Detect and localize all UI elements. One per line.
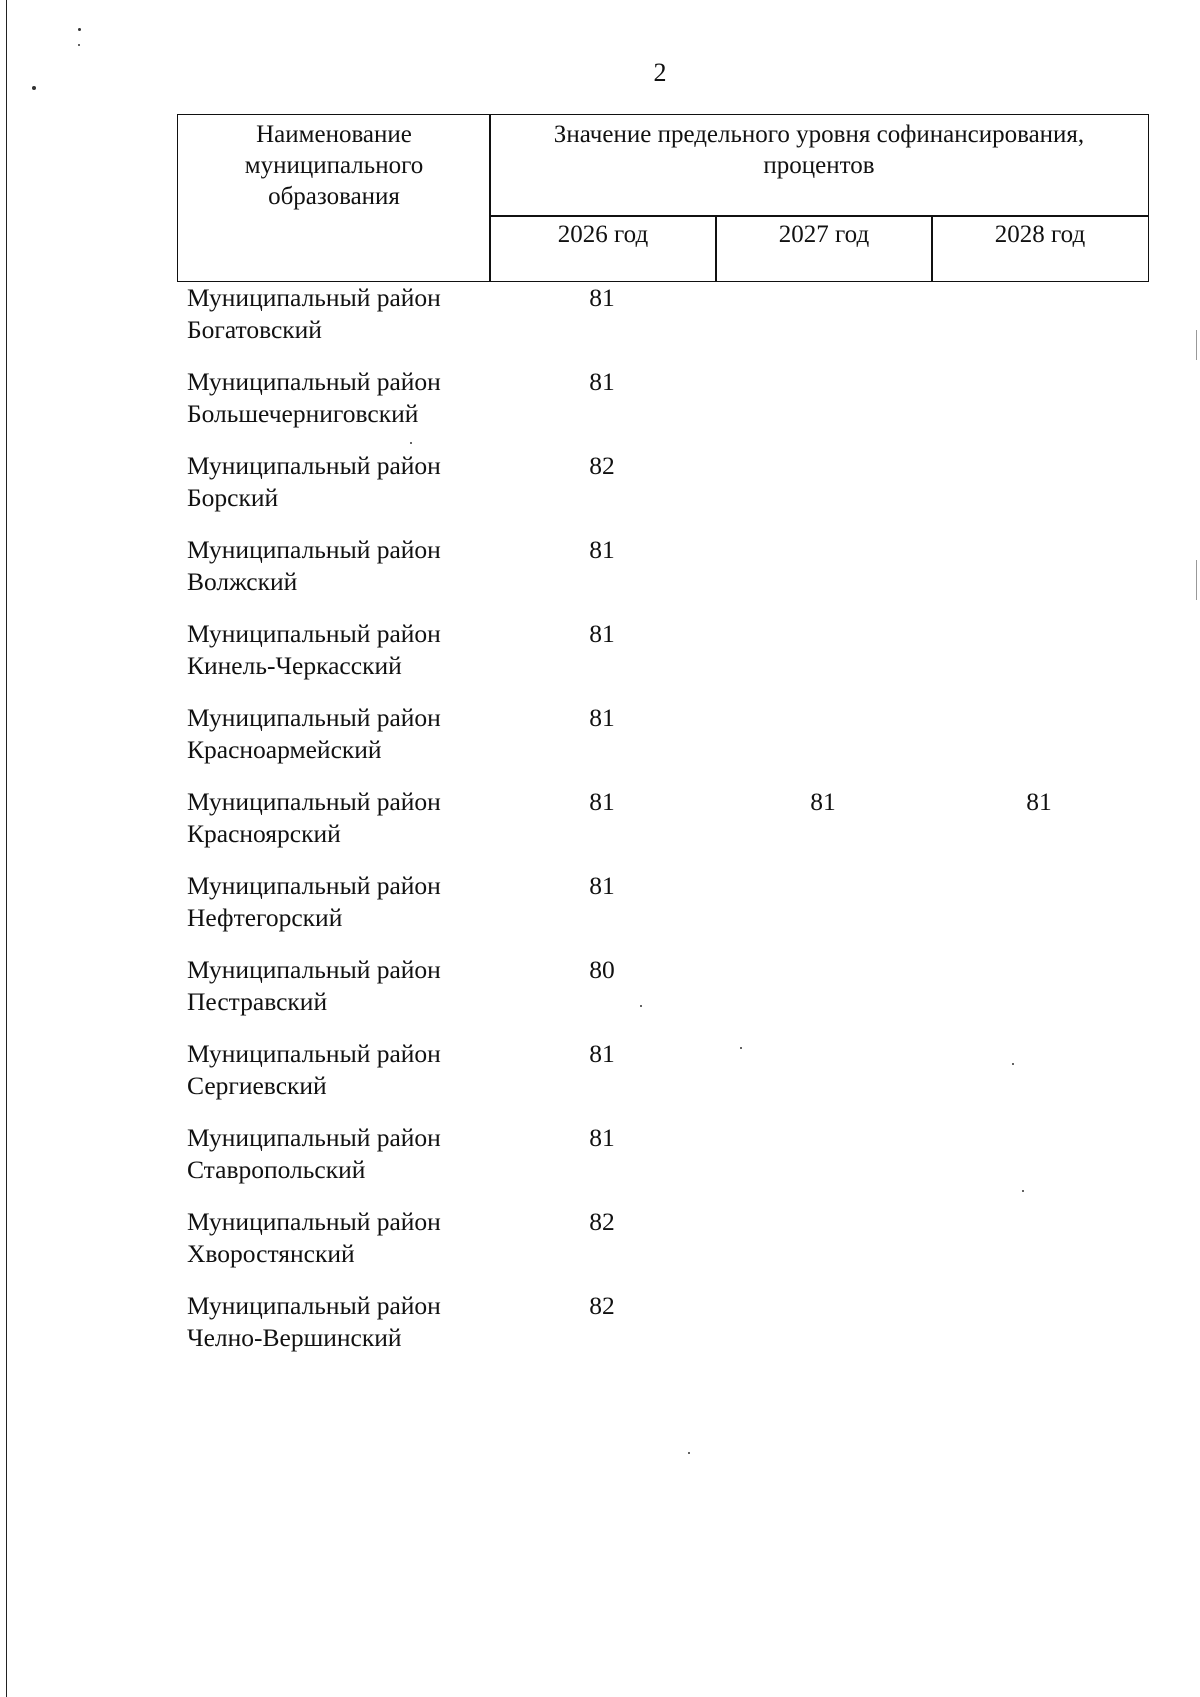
municipality-name: Муниципальный район Челно-Вершинский — [187, 1291, 441, 1352]
municipality-name: Муниципальный район Волжский — [187, 535, 441, 596]
municipality-name: Муниципальный район Красноармейский — [187, 703, 441, 764]
table-row — [0, 1122, 1200, 1206]
table-row — [0, 534, 1200, 618]
value-2026: 81 — [589, 1039, 615, 1068]
value-2026: 80 — [589, 955, 615, 984]
municipality-name: Муниципальный район Красноярский — [187, 787, 441, 848]
municipality-name: Муниципальный район Большечерниговский — [187, 367, 441, 428]
header-value-line: Значение предельного уровня софинансирования, — [553, 121, 1085, 148]
municipality-name: Муниципальный район Нефтегорский — [187, 871, 441, 932]
scan-speck — [78, 44, 80, 46]
value-2028: 81 — [1026, 787, 1052, 816]
table-row — [0, 1038, 1200, 1122]
value-2026: 82 — [589, 1207, 615, 1236]
value-2026: 81 — [589, 703, 615, 732]
header-name-line: образования — [268, 183, 400, 210]
value-2026: 81 — [589, 871, 615, 900]
municipality-name: Муниципальный район Борский — [187, 451, 441, 512]
table-row — [0, 870, 1200, 954]
value-2026: 81 — [589, 619, 615, 648]
value-2027: 81 — [810, 787, 836, 816]
table-header — [177, 114, 1149, 282]
value-2026: 82 — [589, 1291, 615, 1320]
table-row — [0, 282, 1200, 366]
value-2026: 81 — [589, 535, 615, 564]
table-row — [0, 1206, 1200, 1290]
municipality-name: Муниципальный район Ставропольский — [187, 1123, 441, 1184]
table-row — [0, 450, 1200, 534]
table-row — [0, 954, 1200, 1038]
table-body — [0, 282, 1200, 1374]
municipality-name: Муниципальный район Сергиевский — [187, 1039, 441, 1100]
header-divider — [490, 215, 1148, 217]
municipality-name: Муниципальный район Пестравский — [187, 955, 441, 1016]
header-year-2028: 2028 год — [994, 221, 1086, 248]
table-row — [0, 702, 1200, 786]
table-row — [0, 1290, 1200, 1374]
value-2026: 81 — [589, 1123, 615, 1152]
table-row — [0, 618, 1200, 702]
header-name-column — [178, 119, 490, 212]
value-2026: 81 — [589, 283, 615, 312]
value-2026: 82 — [589, 451, 615, 480]
value-2026: 81 — [589, 787, 615, 816]
scan-speck — [78, 28, 81, 31]
value-2026: 81 — [589, 367, 615, 396]
table-row — [0, 786, 1200, 870]
header-year-2027: 2027 год — [778, 221, 870, 248]
header-year-2026: 2026 год — [557, 221, 649, 248]
header-value-column — [490, 119, 1148, 181]
header-name-line: Наименование — [256, 121, 412, 148]
municipality-name: Муниципальный район Богатовский — [187, 283, 441, 344]
scan-speck — [688, 1452, 690, 1454]
municipality-name: Муниципальный район Кинель-Черкасский — [187, 619, 441, 680]
page-number: 2 — [653, 58, 667, 87]
municipality-name: Муниципальный район Хворостянский — [187, 1207, 441, 1268]
header-name-line: муниципального — [244, 152, 424, 179]
table-row — [0, 366, 1200, 450]
header-value-line: процентов — [763, 152, 875, 179]
